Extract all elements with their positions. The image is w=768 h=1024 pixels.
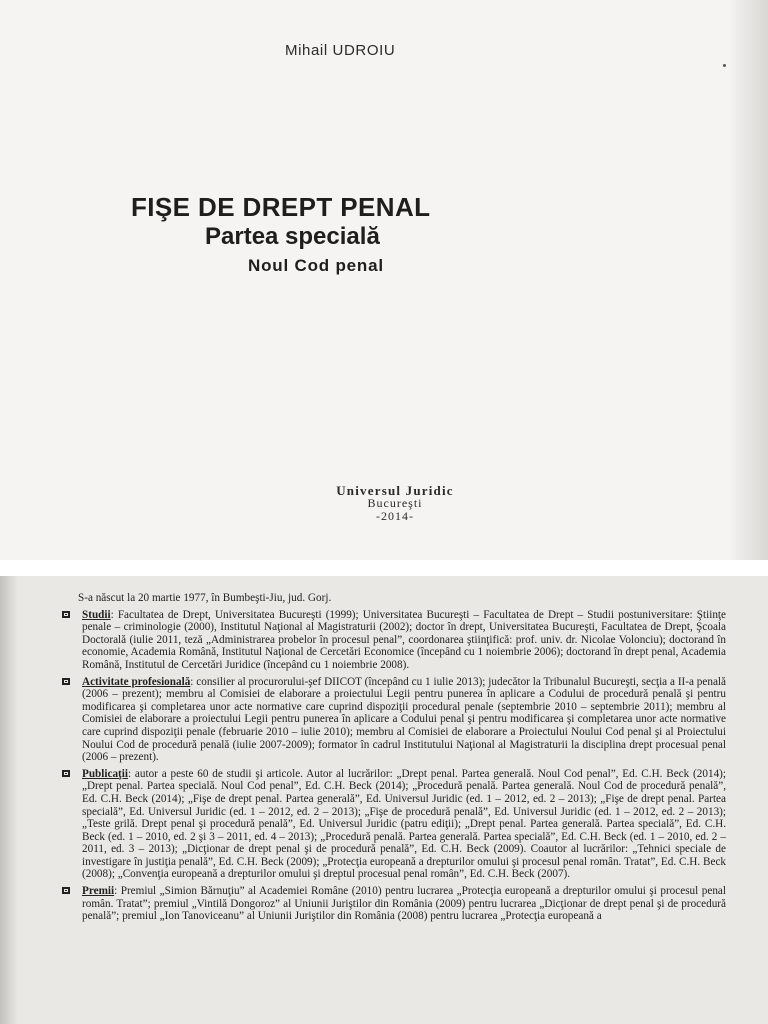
biography-page bbox=[0, 576, 768, 1024]
author-biography bbox=[62, 592, 726, 927]
bio-entry-professional bbox=[62, 676, 726, 764]
publication-year: -2014- bbox=[376, 509, 414, 523]
publications-text: : autor a peste 60 de studii şi articole. Autor al lucrărilor: „Drept penal. Partea generală. Noul Cod penal”, Ed. C.H. Beck (2014); „Drept penal. Partea specială. Noul Cod penal”, Ed. C.H. Beck (2014); „Procedură penală. Partea generală. Noul Cod de procedură penală”, Ed. C.H. Beck (2014); „Fişe de drept penal. Partea generală”, Ed. Universul Juridic (ed. 1 – 2012, ed. 2 – 2013); „Fişe de drept penal. Partea specială”, Ed. Universul Juridic (ed. 1 – 2012, ed. 2 – 2013); „Fişe de procedură penală”, Ed. Universul Juridic (ed. 1 – 2012, ed. 2 – 2013); „Teste grilă. Drept penal şi procedură penală”, Ed. Universul Juridic (patru ediţii); „Drept penal. Partea generală. Partea specială”, Ed. C.H. Beck (ed. 1 – 2010, ed. 2 şi 3 – 2011, ed. 4 – 2013); „Procedură penală. Partea generală. Partea specială”, Ed. C.H. Beck (ed. 1 – 2010, ed. 2 – 2011, ed. 3 – 2013); „Dicţionar de drept penal şi de procedură penală”, Ed. C.H. Beck (2009). Coautor al lucrărilor: „Tehnici speciale de investigare în justiţia penală”, Ed. C.H. Beck (2009); „Protecţia europeană a drepturilor omului şi procesul penal român. Tratat”, Ed. C.H. Beck (2008); „Convenţia europeană a drepturilor omului şi dreptul procesual penal român”, Ed. C.H. Beck (2007). bbox=[82, 767, 726, 881]
page-separator bbox=[0, 560, 768, 576]
studies-text: : Facultatea de Drept, Universitatea Bucureşti (1999); Universitatea Bucureşti – Facultatea de Drept – Studii postuniversitare: Ştiinţe penale – criminologie (2000), Institutul Naţional al Magistraturii (2002); doctor în drept, Universitatea Bucureşti, Facultatea de Drept, Şcoala Doctorală (iulie 2011, teză „Administrarea probelor în procesul penal”, coordonarea ştiinţifică: prof. univ. dr. Nicolae Volonciu); doctorand în economie, Academia Română, Institutul Naţional de Cercetări Economice (începând cu 1 noiembrie 2006); doctorand în drept penal, Academia Română, Institutul de Cercetări Juridice (începând cu 1 noiembrie 2008). bbox=[82, 608, 726, 671]
awards-label: Premii bbox=[82, 885, 115, 898]
book-edition: Noul Cod penal bbox=[248, 256, 384, 275]
scan-speck bbox=[723, 64, 726, 67]
checkbox-bullet-icon bbox=[62, 611, 70, 618]
publisher-city: Bucureşti bbox=[367, 496, 423, 510]
bio-entry-studies bbox=[62, 609, 726, 672]
bio-entry-publications bbox=[62, 768, 726, 881]
studies-label: Studii bbox=[82, 608, 111, 621]
professional-text: : consilier al procurorului-şef DIICOT (începând cu 1 iulie 2013); judecător la Tribunalul Bucureşti, secţia a II-a penală (2006 – prezent); membru al Comisiei de elaborare a proiectului Legii pentru punerea în aplicare a Codului de procedură penală şi pentru modificarea şi completarea unor acte normative care cuprind dispoziţii procedural penale (septembrie 2010 – septembrie 2011); membru al Comisiei de elaborare a proiectului Legii pentru punerea în aplicare a Codului penal şi pentru modificarea şi completarea unor acte normative care cuprind dispoziţii penale (februarie 2010 – iulie 2010); membru al Comisiei de elaborare a Proiectului Noului Cod penal şi al Proiectului Noului Cod de procedură penală (iulie 2007-2009); formator în cadrul Institutului Naţional al Magistraturii la disciplina drept procesual penal (2006 – prezent). bbox=[82, 675, 727, 764]
professional-label: Activitate profesională bbox=[82, 675, 191, 688]
book-title: FIŞE DE DREPT PENAL bbox=[131, 192, 431, 222]
awards-text: : Premiul „Simion Bărnuţiu” al Academiei Române (2010) pentru lucrarea „Protecţia europeană a drepturilor omului şi procesul penal român. Tratat”; premiul „Vintilă Dongoroz” al Uniunii Juriştilor din România (2009) pentru lucrarea „Dicţionar de drept penal şi de procedură penală”; premiul „Ion Tanoviceanu” al Uniunii Juriştilor din România (2008) pentru lucrarea „Protecţia europeană a bbox=[82, 885, 726, 923]
publisher-name: Universul Juridic bbox=[336, 483, 454, 498]
checkbox-bullet-icon bbox=[62, 770, 70, 777]
checkbox-bullet-icon bbox=[62, 887, 70, 894]
book-subtitle: Partea specială bbox=[205, 223, 380, 250]
checkbox-bullet-icon bbox=[62, 678, 70, 685]
bio-entry-awards bbox=[62, 885, 726, 923]
birth-info: S-a născut la 20 martie 1977, în Bumbeşti-Jiu, jud. Gorj. bbox=[78, 592, 332, 604]
author-name: Mihail UDROIU bbox=[285, 42, 396, 59]
publisher-block bbox=[0, 484, 768, 523]
publications-label: Publicaţii bbox=[82, 767, 128, 780]
